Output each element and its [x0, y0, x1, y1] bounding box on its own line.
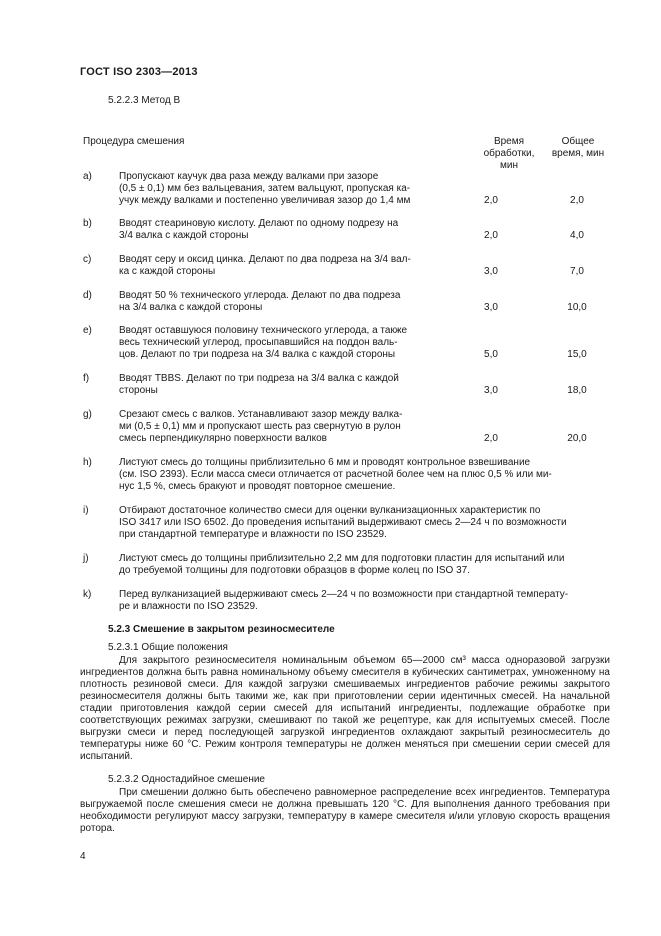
row-letter: e)	[83, 325, 92, 336]
row-total: 4,0	[570, 230, 584, 241]
row-time: 2,0	[484, 230, 498, 241]
row-text: Вводят серу и оксид цинка. Делают по два подреза на 3/4 вал- ка с каждой стороны	[119, 254, 411, 277]
body-paragraph: При смешении должно быть обеспечено равномерное распределение всех ингредиентов. Температура выгружаемой после смешения смеси не должна превышать 120 °С. Для выполнения данного требования при необходимости регулируют массу загрузки, температуру в камере смесителя и/или угловую скорость вращения ротора.	[80, 787, 610, 834]
row-total: 2,0	[570, 195, 584, 206]
row-letter: h)	[83, 457, 92, 468]
row-text: Вводят 50 % технического углерода. Делают по два подреза на 3/4 валка с каждой стороны	[119, 290, 401, 313]
row-letter: c)	[83, 254, 92, 265]
row-text: Отбирают достаточное количество смеси для оценки вулканизационных характеристик по ISO 3417 или ISO 6502. До проведения испытаний выдерживают смесь 2—24 ч по возможности при стандартной температуре и влажности по ISO 23529.	[119, 505, 567, 540]
row-text: Перед вулканизацией выдерживают смесь 2—24 ч по возможности при стандартной температу- ре и влажности по ISO 23529.	[119, 589, 569, 612]
subsection-heading: 5.2.3.2 Одностадийное смешение	[108, 774, 265, 785]
row-letter: k)	[83, 589, 92, 600]
col-header-time: Время обработки, мин	[483, 136, 535, 171]
row-letter: f)	[83, 373, 90, 384]
row-text: Вводят стеариновую кислоту. Делают по одному подрезу на 3/4 валка с каждой стороны	[119, 218, 399, 241]
row-letter: d)	[83, 290, 92, 301]
row-time: 5,0	[484, 349, 498, 360]
row-text: Листуют смесь до толщины приблизительно 2,2 мм для подготовки пластин для испытаний или до требуемой толщины для подготовки образцов в форме колец по ISO 37.	[119, 553, 565, 576]
row-letter: b)	[83, 218, 92, 229]
row-letter: a)	[83, 171, 92, 182]
page-number: 4	[80, 851, 86, 862]
row-total: 7,0	[570, 266, 584, 277]
row-letter: g)	[83, 409, 92, 420]
row-text: Листуют смесь до толщины приблизительно 6 мм и проводят контрольное взвешивание (см. ISO 2393). Если масса смеси отличается от расчетной более чем на плюс 0,5 % или ми- нус 1,5 %, смесь бракуют и проводят повторное смешение.	[119, 457, 552, 492]
row-text: Пропускают каучук два раза между валками при зазоре (0,5 ± 0,1) мм без вальцевания, затем вальцуют, пропуская ка- учук между валками и постепенно увеличивая зазор до 1,4 мм	[119, 171, 411, 206]
body-paragraph: Для закрытого резиносмесителя номинальным объемом 65—2000 см³ масса одноразовой загрузки ингредиентов должна быть равна номинальному объему смесителя в кубических сантиметрах, умноженному на плотность резиновой смеси. Для каждой загрузки смешиваемых ингредиентов рабочие режимы закрытого резиносмесителя должны быть такими же, как при приготовлении серии идентичных смесей. На начальной стадии приготовления каждой серии смесей для испытаний ингредиенты, подлежащие обработке при соответствующих режимах загрузки, смешивают по такой же рецептуре, как для испытуемых смесей. После выгрузки смеси и перед последующей загрузкой ингредиентов охлаждают закрытый резиносмеситель до температуры ниже 60 °С. Режим контроля температуры не должен меняться при смешении серии смесей для испытаний.	[80, 655, 610, 762]
row-letter: j)	[83, 553, 89, 564]
row-time: 3,0	[484, 266, 498, 277]
col-header-total: Общее время, мин	[551, 136, 605, 159]
subsection-heading: 5.2.3.1 Общие положения	[108, 642, 228, 653]
row-time: 2,0	[484, 433, 498, 444]
row-letter: i)	[83, 505, 89, 516]
row-total: 18,0	[567, 385, 587, 396]
method-title: 5.2.2.3 Метод В	[108, 95, 181, 106]
row-text: Вводят оставшуюся половину технического углерода, а также весь технический углерод, просыпавшийся на поддон валь- цов. Делают по три подреза на 3/4 валка с каждой стороны	[119, 325, 408, 360]
section-heading: 5.2.3 Смешение в закрытом резиносмесителе	[108, 624, 335, 635]
row-time: 3,0	[484, 302, 498, 313]
col-header-procedure: Процедура смешения	[83, 136, 185, 147]
row-total: 20,0	[567, 433, 587, 444]
row-total: 10,0	[567, 302, 587, 313]
row-text: Срезают смесь с валков. Устанавливают зазор между валка- ми (0,5 ± 0,1) мм и пропускают шесть раз свернутую в рулон смесь перпендикулярно поверхности валков	[119, 409, 403, 444]
document-header: ГОСТ ISO 2303—2013	[80, 66, 198, 78]
row-time: 2,0	[484, 195, 498, 206]
row-text: Вводят TBBS. Делают по три подреза на 3/4 валка с каждой стороны	[119, 373, 399, 396]
row-time: 3,0	[484, 385, 498, 396]
row-total: 15,0	[567, 349, 587, 360]
